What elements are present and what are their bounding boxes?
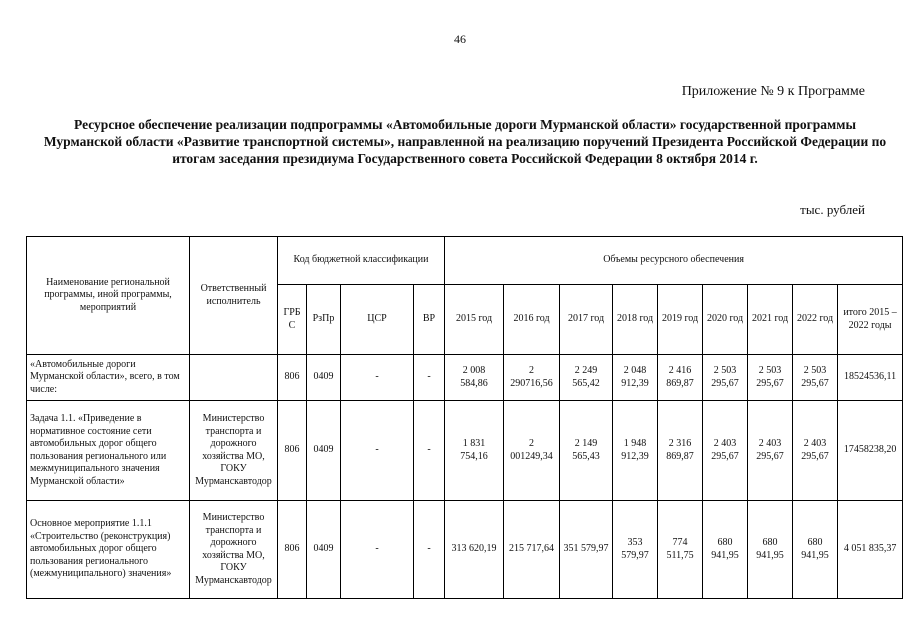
row-total: 17458238,20 [838,401,903,501]
header-year-2015: 2015 год [445,285,504,355]
row-name: Задача 1.1. «Приведение в нормативное состояние сети автомобильных дорог общего пользования регионального или межмуниципального значения Мурманской области» [27,401,190,501]
row-value: 680 941,95 [703,501,748,599]
row-grbs: 806 [278,501,307,599]
row-vr: - [414,355,445,401]
header-year-2021: 2021 год [748,285,793,355]
units-label: тыс. рублей [800,202,865,217]
header-year-2022: 2022 год [793,285,838,355]
row-rzpr: 0409 [307,501,341,599]
row-value: 774 511,75 [658,501,703,599]
header-year-2019: 2019 год [658,285,703,355]
row-value: 351 579,97 [560,501,613,599]
row-value: 680 941,95 [793,501,838,599]
row-value: 313 620,19 [445,501,504,599]
header-year-2020: 2020 год [703,285,748,355]
row-value: 2 008 584,86 [445,355,504,401]
header-name: Наименование региональной программы, иной программы, мероприятий [27,237,190,355]
row-value: 680 941,95 [748,501,793,599]
appendix-label: Приложение № 9 к Программе [681,84,865,99]
row-name: «Автомобильные дороги Мурманской области», всего, в том числе: [27,355,190,401]
row-value: 2 416 869,87 [658,355,703,401]
row-vr: - [414,401,445,501]
row-executor: Министерство транспорта и дорожного хозяйства МО, ГОКУ Мурманскавтодор [190,501,278,599]
row-value: 1 831 754,16 [445,401,504,501]
header-grbs: ГРБ С [278,285,307,355]
header-year-2018: 2018 год [613,285,658,355]
row-grbs: 806 [278,401,307,501]
row-executor [190,355,278,401]
header-rzpr: РзПр [307,285,341,355]
row-csr: - [341,401,414,501]
row-value: 2 048 912,39 [613,355,658,401]
row-value: 2 403 295,67 [793,401,838,501]
row-name: Основное мероприятие 1.1.1 «Строительство (реконструкция) автомобильных дорог общего пользования регионального (межмуниципального) значения» [27,501,190,599]
row-csr: - [341,501,414,599]
row-value: 2 503 295,67 [793,355,838,401]
row-total: 18524536,11 [838,355,903,401]
row-value: 2 503 295,67 [703,355,748,401]
row-value: 353 579,97 [613,501,658,599]
header-total: итого 2015 – 2022 годы [838,285,903,355]
row-value: 2 290716,56 [504,355,560,401]
row-value: 2 316 869,87 [658,401,703,501]
row-value: 2 403 295,67 [703,401,748,501]
header-executor: Ответственный исполнитель [190,237,278,355]
row-value: 2 001249,34 [504,401,560,501]
row-executor: Министерство транспорта и дорожного хозяйства МО, ГОКУ Мурманскавтодор [190,401,278,501]
row-grbs: 806 [278,355,307,401]
header-year-2017: 2017 год [560,285,613,355]
row-value: 2 149 565,43 [560,401,613,501]
page-number: 46 [454,32,466,46]
table-row [27,355,903,401]
row-rzpr: 0409 [307,401,341,501]
table-row [27,401,903,501]
row-value: 2 503 295,67 [748,355,793,401]
header-csr: ЦСР [341,285,414,355]
row-value: 215 717,64 [504,501,560,599]
header-vr: ВР [414,285,445,355]
row-rzpr: 0409 [307,355,341,401]
row-csr: - [341,355,414,401]
header-volumes: Объемы ресурсного обеспечения [445,237,903,285]
document-title: Ресурсное обеспечение реализации подпрограммы «Автомобильные дороги Мурманской области» государственной программы Мурманской области «Развитие транспортной системы», направленной на реализацию поручений Президента Российской Федерации по итогам заседания президиума Государственного совета Российской Федерации 8 октября 2014 г. [43,117,887,166]
row-value: 1 948 912,39 [613,401,658,501]
row-vr: - [414,501,445,599]
table-row [27,501,903,599]
row-value: 2 403 295,67 [748,401,793,501]
resource-table [26,236,903,599]
header-budget-code: Код бюджетной классификации [278,237,445,285]
row-total: 4 051 835,37 [838,501,903,599]
row-value: 2 249 565,42 [560,355,613,401]
header-year-2016: 2016 год [504,285,560,355]
